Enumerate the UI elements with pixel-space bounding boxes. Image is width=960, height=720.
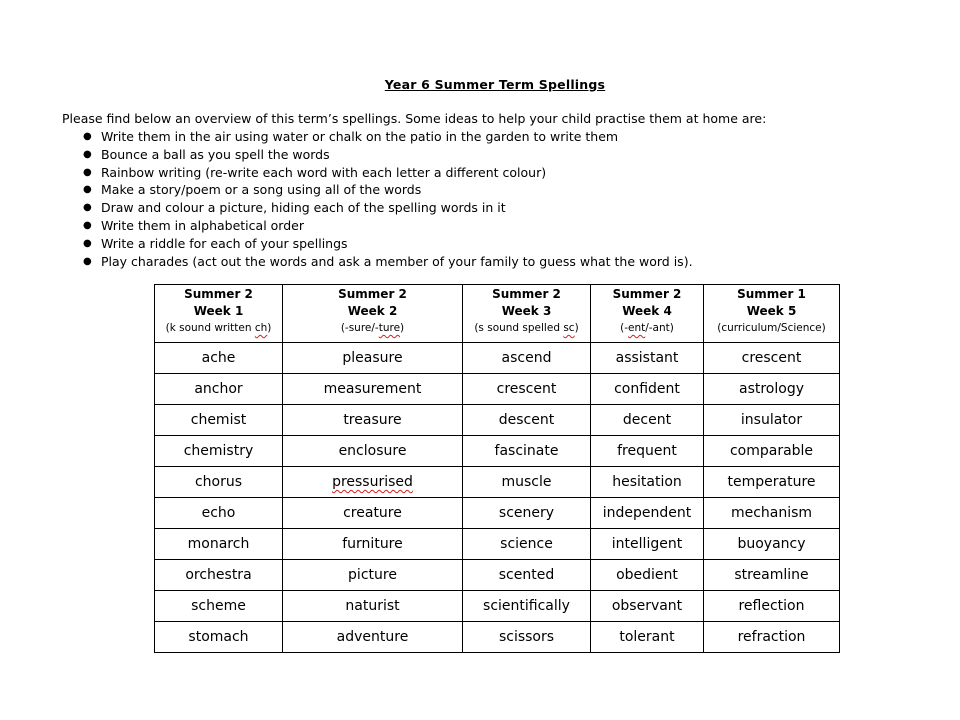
table-row bbox=[155, 374, 840, 405]
column-rule: (-sure/-ture) bbox=[340, 322, 405, 334]
spelling-word-cell bbox=[704, 467, 840, 498]
spelling-word-cell bbox=[283, 591, 463, 622]
intro-text: Please find below an overview of this term’s spellings. Some ideas to help your child practise them at home are: bbox=[62, 111, 767, 126]
spelling-word: creature bbox=[343, 505, 402, 521]
spelling-word-cell bbox=[283, 498, 463, 529]
spelling-word-cell bbox=[463, 560, 591, 591]
spelling-word-cell bbox=[463, 467, 591, 498]
spelling-word: buoyancy bbox=[737, 536, 806, 552]
spelling-word-cell bbox=[155, 467, 283, 498]
spelling-word: scissors bbox=[498, 629, 555, 645]
spelling-word: mechanism bbox=[730, 505, 813, 521]
table-row bbox=[155, 343, 840, 374]
bullet-icon: ● bbox=[83, 255, 92, 267]
spelling-word-cell bbox=[591, 591, 704, 622]
idea-text: Bounce a ball as you spell the words bbox=[101, 146, 330, 162]
spelling-word-cell bbox=[591, 622, 704, 653]
spelling-word: confident bbox=[614, 381, 680, 397]
bullet-icon: ● bbox=[83, 148, 92, 160]
spelling-word: tolerant bbox=[619, 629, 675, 645]
spelling-word-cell bbox=[591, 343, 704, 374]
table-row bbox=[155, 529, 840, 560]
spelling-word-cell bbox=[591, 498, 704, 529]
spelling-word-cell bbox=[463, 405, 591, 436]
spelling-word-cell bbox=[155, 529, 283, 560]
spelling-word: pleasure bbox=[342, 350, 403, 366]
spelling-word: crescent bbox=[496, 381, 557, 397]
column-rule: (k sound written ch) bbox=[165, 322, 272, 334]
spelling-word: anchor bbox=[194, 381, 243, 397]
column-header-week-4 bbox=[591, 285, 704, 343]
spelling-word-cell bbox=[283, 529, 463, 560]
spelling-word-cell bbox=[283, 622, 463, 653]
spelling-word: decent bbox=[622, 412, 672, 428]
page-title: Year 6 Summer Term Spellings bbox=[384, 77, 606, 92]
spelling-word-cell bbox=[463, 622, 591, 653]
spelling-word: scheme bbox=[191, 598, 246, 614]
idea-text: Rainbow writing (re-write each word with each letter a different colour) bbox=[101, 164, 547, 180]
idea-item bbox=[80, 199, 693, 217]
idea-item bbox=[80, 164, 693, 182]
spelling-word: furniture bbox=[342, 536, 403, 552]
idea-item bbox=[80, 253, 693, 271]
spelling-word: assistant bbox=[615, 350, 679, 366]
table-row bbox=[155, 467, 840, 498]
table-row bbox=[155, 591, 840, 622]
spelling-word: reflection bbox=[738, 598, 805, 614]
column-rule: (s sound spelled sc) bbox=[474, 322, 579, 334]
idea-item bbox=[80, 128, 693, 146]
spelling-word: observant bbox=[611, 598, 683, 614]
idea-item bbox=[80, 181, 693, 199]
column-week: Week 2 bbox=[347, 304, 398, 318]
column-week: Week 4 bbox=[622, 304, 672, 318]
spelling-word-cell bbox=[704, 374, 840, 405]
spelling-word-cell bbox=[283, 374, 463, 405]
spelling-word-cell bbox=[283, 343, 463, 374]
spelling-word-cell bbox=[591, 467, 704, 498]
ideas-list bbox=[80, 128, 693, 270]
spelling-word-cell bbox=[155, 405, 283, 436]
spelling-word-cell bbox=[591, 529, 704, 560]
spelling-word-cell bbox=[463, 374, 591, 405]
column-header-week-5 bbox=[704, 285, 840, 343]
column-week: Week 1 bbox=[193, 304, 244, 318]
spelling-word: chemist bbox=[190, 412, 247, 428]
spelling-word: measurement bbox=[323, 381, 422, 397]
idea-text: Write them in the air using water or chalk on the patio in the garden to write them bbox=[101, 129, 619, 144]
spelling-word-cell bbox=[463, 436, 591, 467]
spelling-word: enclosure bbox=[338, 443, 407, 459]
spelling-word: chemistry bbox=[183, 443, 254, 459]
spelling-word: adventure bbox=[336, 629, 409, 645]
column-term: Summer 1 bbox=[737, 287, 806, 301]
bullet-icon: ● bbox=[83, 202, 92, 214]
spelling-word-cell bbox=[704, 405, 840, 436]
spelling-word: treasure bbox=[343, 412, 402, 428]
bullet-icon: ● bbox=[83, 166, 92, 178]
column-rule: (-ent/-ant) bbox=[620, 322, 674, 334]
idea-text: Write a riddle for each of your spellings bbox=[101, 235, 348, 251]
spelling-word-cell bbox=[591, 436, 704, 467]
spelling-word-cell bbox=[155, 591, 283, 622]
spelling-word-cell bbox=[704, 343, 840, 374]
table-row bbox=[155, 498, 840, 529]
spelling-word-cell bbox=[155, 343, 283, 374]
spelling-word: temperature bbox=[727, 474, 816, 490]
spelling-word: orchestra bbox=[185, 567, 252, 583]
spelling-word-cell bbox=[704, 591, 840, 622]
spelling-word: refraction bbox=[737, 629, 806, 645]
spelling-word: comparable bbox=[729, 443, 814, 459]
spelling-word-cell bbox=[704, 560, 840, 591]
spelling-word-cell bbox=[591, 560, 704, 591]
column-term: Summer 2 bbox=[338, 287, 407, 301]
column-header-week-2 bbox=[283, 285, 463, 343]
spelling-word-cell bbox=[463, 343, 591, 374]
idea-text: Draw and colour a picture, hiding each of the spelling words in it bbox=[101, 200, 506, 216]
spelling-word: muscle bbox=[501, 474, 552, 490]
spelling-word: naturist bbox=[345, 598, 400, 614]
spelling-word-cell bbox=[463, 591, 591, 622]
spellings-table bbox=[154, 284, 840, 653]
spelling-word: picture bbox=[348, 567, 397, 583]
spelling-word-cell bbox=[591, 374, 704, 405]
idea-item bbox=[80, 217, 693, 235]
spelling-word-cell bbox=[283, 436, 463, 467]
spelling-word-cell bbox=[283, 560, 463, 591]
spelling-word: insulator bbox=[740, 412, 803, 428]
spelling-word-cell bbox=[283, 467, 463, 498]
spelling-word-cell bbox=[155, 436, 283, 467]
spelling-word-cell bbox=[704, 622, 840, 653]
bullet-icon: ● bbox=[83, 184, 92, 196]
spelling-word: scenery bbox=[498, 505, 555, 521]
spelling-word: descent bbox=[498, 412, 555, 428]
table-row bbox=[155, 436, 840, 467]
spelling-word: echo bbox=[201, 505, 236, 521]
table-row bbox=[155, 560, 840, 591]
column-rule: (curriculum/Science) bbox=[717, 322, 826, 334]
column-header-week-3 bbox=[463, 285, 591, 343]
idea-text: Play charades (act out the words and ask a member of your family to guess what the word is). bbox=[101, 253, 693, 269]
spelling-word: frequent bbox=[617, 443, 677, 459]
idea-item bbox=[80, 235, 693, 253]
spelling-word-cell bbox=[155, 498, 283, 529]
spelling-word-cell bbox=[591, 405, 704, 436]
idea-item bbox=[80, 146, 693, 164]
column-week: Week 3 bbox=[501, 304, 552, 318]
spelling-word: scientifically bbox=[483, 598, 570, 614]
spelling-word-cell bbox=[704, 498, 840, 529]
spelling-word: pressurised bbox=[332, 474, 413, 490]
idea-text: Write them in alphabetical order bbox=[101, 217, 304, 233]
spelling-word: streamline bbox=[734, 567, 809, 583]
spelling-word: crescent bbox=[741, 350, 802, 366]
spelling-word-cell bbox=[155, 560, 283, 591]
column-term: Summer 2 bbox=[184, 287, 253, 301]
column-header-week-1 bbox=[155, 285, 283, 343]
bullet-icon: ● bbox=[83, 219, 92, 231]
spelling-word-cell bbox=[463, 529, 591, 560]
table-header-row bbox=[155, 285, 840, 343]
column-term: Summer 2 bbox=[492, 287, 561, 301]
spelling-word: chorus bbox=[194, 474, 243, 490]
column-term: Summer 2 bbox=[612, 287, 682, 301]
spelling-word-cell bbox=[704, 529, 840, 560]
table-row bbox=[155, 622, 840, 653]
bullet-icon: ● bbox=[83, 131, 92, 142]
spelling-word-cell bbox=[155, 374, 283, 405]
spelling-word: stomach bbox=[188, 629, 249, 645]
spelling-word-cell bbox=[463, 498, 591, 529]
spelling-word: intelligent bbox=[611, 536, 683, 552]
bullet-icon: ● bbox=[83, 237, 92, 249]
spelling-word: scented bbox=[498, 567, 555, 583]
spelling-word: astrology bbox=[738, 381, 804, 397]
spelling-word-cell bbox=[283, 405, 463, 436]
spelling-word: ache bbox=[201, 350, 236, 366]
spelling-word: independent bbox=[602, 505, 692, 521]
spelling-word-cell bbox=[704, 436, 840, 467]
column-week: Week 5 bbox=[746, 304, 797, 318]
spelling-word: hesitation bbox=[612, 474, 682, 490]
spelling-word: science bbox=[500, 536, 553, 552]
spelling-word: ascend bbox=[501, 350, 552, 366]
idea-text: Make a story/poem or a song using all of the words bbox=[101, 182, 422, 198]
table-row bbox=[155, 405, 840, 436]
spelling-word-cell bbox=[155, 622, 283, 653]
spelling-word: monarch bbox=[187, 536, 250, 552]
spelling-word: obedient bbox=[616, 567, 678, 583]
spelling-word: fascinate bbox=[494, 443, 559, 459]
